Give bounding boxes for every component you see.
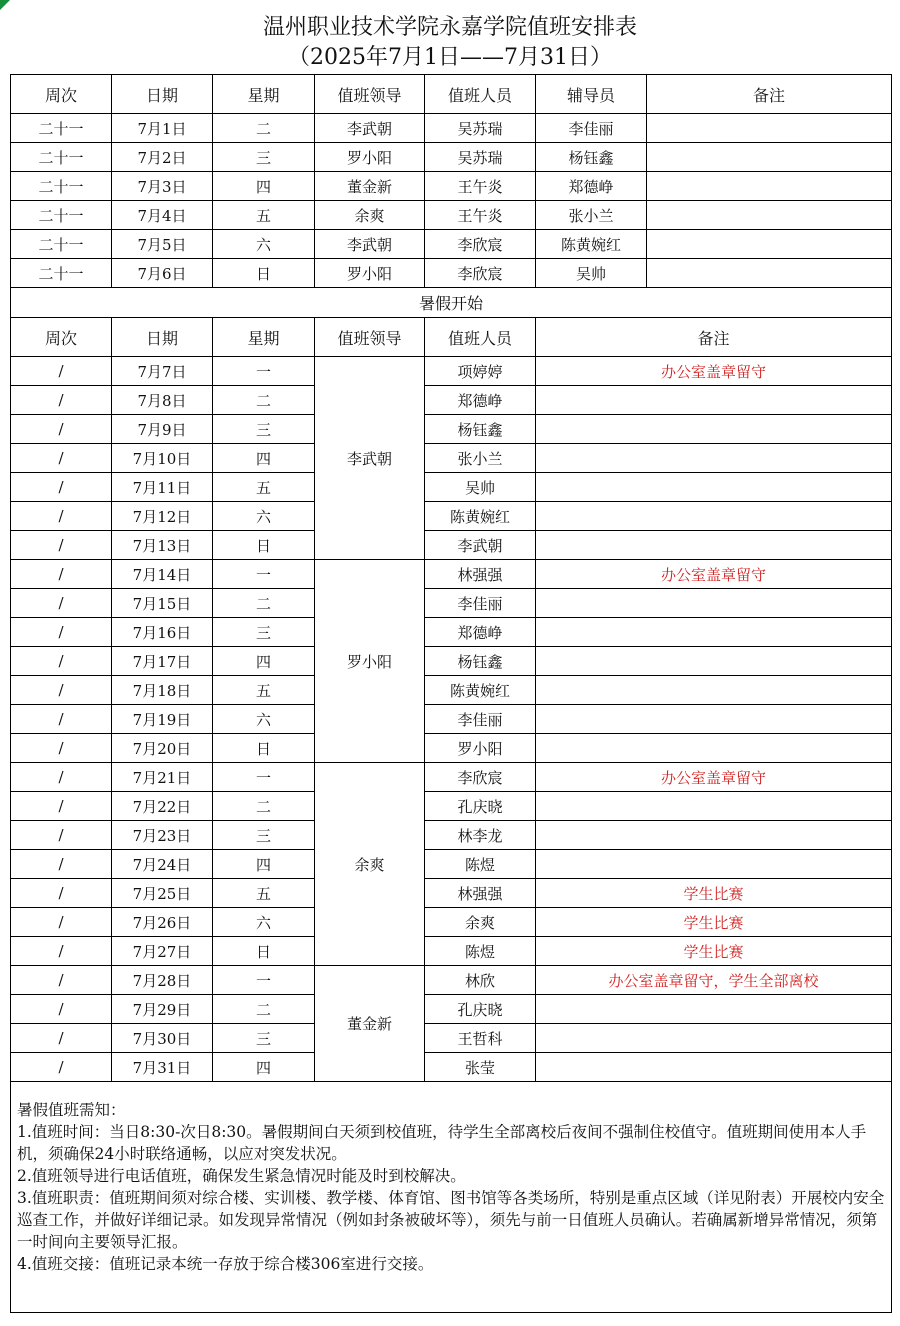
table-row xyxy=(11,444,892,473)
cell-note xyxy=(536,995,892,1024)
cell-note: 学生比赛 xyxy=(536,908,892,937)
page-title: 温州职业技术学院永嘉学院值班安排表 xyxy=(262,15,637,40)
column-header: 值班领导 xyxy=(315,75,425,114)
cell-staff: 吴苏瑞 xyxy=(425,114,536,143)
table-row xyxy=(11,259,892,288)
cell-week: 二十一 xyxy=(11,201,112,230)
cell-day: 五 xyxy=(213,473,315,502)
cell-date: 7月31日 xyxy=(112,1053,213,1082)
cell-week: / xyxy=(11,734,112,763)
cell-date: 7月19日 xyxy=(112,705,213,734)
cell-date: 7月23日 xyxy=(112,821,213,850)
cell-note xyxy=(536,444,892,473)
cell-corner-marker xyxy=(0,0,10,10)
cell-week: / xyxy=(11,937,112,966)
column-header: 辅导员 xyxy=(536,75,647,114)
cell-date: 7月26日 xyxy=(112,908,213,937)
column-header: 日期 xyxy=(112,318,213,357)
table-row xyxy=(11,589,892,618)
table-row xyxy=(11,821,892,850)
cell-staff: 张小兰 xyxy=(425,444,536,473)
cell-note xyxy=(647,230,892,259)
cell-date: 7月22日 xyxy=(112,792,213,821)
cell-date: 7月5日 xyxy=(112,230,213,259)
cell-note xyxy=(536,415,892,444)
cell-day: 二 xyxy=(213,995,315,1024)
cell-week: / xyxy=(11,908,112,937)
table-row xyxy=(11,734,892,763)
cell-week: / xyxy=(11,1053,112,1082)
cell-leader: 罗小阳 xyxy=(315,143,425,172)
cell-date: 7月25日 xyxy=(112,879,213,908)
table-row xyxy=(11,386,892,415)
cell-day: 二 xyxy=(213,589,315,618)
table-row xyxy=(11,705,892,734)
table-row xyxy=(11,676,892,705)
cell-staff: 王午炎 xyxy=(425,172,536,201)
cell-staff: 孔庆晓 xyxy=(425,792,536,821)
cell-counselor: 杨钰鑫 xyxy=(536,143,647,172)
cell-date: 7月29日 xyxy=(112,995,213,1024)
cell-day: 三 xyxy=(213,415,315,444)
table-row xyxy=(11,415,892,444)
cell-note xyxy=(647,201,892,230)
cell-day: 四 xyxy=(213,1053,315,1082)
cell-note xyxy=(536,386,892,415)
table-row xyxy=(11,201,892,230)
cell-note xyxy=(536,734,892,763)
cell-date: 7月30日 xyxy=(112,1024,213,1053)
cell-week: / xyxy=(11,705,112,734)
table-row xyxy=(11,966,892,995)
table-row xyxy=(11,647,892,676)
cell-week: / xyxy=(11,647,112,676)
cell-week: / xyxy=(11,763,112,792)
cell-week: 二十一 xyxy=(11,230,112,259)
cell-note xyxy=(536,1053,892,1082)
cell-staff: 王午炎 xyxy=(425,201,536,230)
cell-note xyxy=(536,531,892,560)
cell-day: 六 xyxy=(213,908,315,937)
cell-counselor: 李佳丽 xyxy=(536,114,647,143)
cell-week: / xyxy=(11,444,112,473)
column-header: 值班人员 xyxy=(425,318,536,357)
cell-date: 7月1日 xyxy=(112,114,213,143)
cell-date: 7月3日 xyxy=(112,172,213,201)
cell-date: 7月18日 xyxy=(112,676,213,705)
cell-week: 二十一 xyxy=(11,114,112,143)
cell-staff: 李佳丽 xyxy=(425,705,536,734)
cell-day: 一 xyxy=(213,966,315,995)
cell-day: 五 xyxy=(213,676,315,705)
cell-week: 二十一 xyxy=(11,143,112,172)
cell-staff: 余爽 xyxy=(425,908,536,937)
cell-date: 7月2日 xyxy=(112,143,213,172)
cell-week: / xyxy=(11,560,112,589)
cell-counselor: 张小兰 xyxy=(536,201,647,230)
summer-banner: 暑假开始 xyxy=(11,288,892,318)
column-header: 星期 xyxy=(213,75,315,114)
cell-day: 日 xyxy=(213,259,315,288)
table-row xyxy=(11,473,892,502)
cell-leader: 罗小阳 xyxy=(315,259,425,288)
cell-week: / xyxy=(11,415,112,444)
cell-date: 7月28日 xyxy=(112,966,213,995)
column-header: 值班人员 xyxy=(425,75,536,114)
table-row xyxy=(11,763,892,792)
cell-day: 五 xyxy=(213,879,315,908)
column-header: 周次 xyxy=(11,318,112,357)
cell-staff: 陈黄婉红 xyxy=(425,676,536,705)
cell-note: 办公室盖章留守 xyxy=(536,560,892,589)
cell-week: / xyxy=(11,386,112,415)
cell-leader: 罗小阳 xyxy=(315,560,425,763)
cell-staff: 王哲科 xyxy=(425,1024,536,1053)
cell-staff: 杨钰鑫 xyxy=(425,415,536,444)
cell-note xyxy=(536,705,892,734)
table-row xyxy=(11,908,892,937)
cell-note xyxy=(536,589,892,618)
note-line: 4.值班交接：值班记录本统一存放于综合楼306室进行交接。 xyxy=(17,1255,434,1273)
table-row xyxy=(11,531,892,560)
cell-staff: 吴帅 xyxy=(425,473,536,502)
cell-date: 7月6日 xyxy=(112,259,213,288)
cell-day: 一 xyxy=(213,357,315,386)
cell-date: 7月11日 xyxy=(112,473,213,502)
cell-note xyxy=(536,502,892,531)
cell-staff: 吴苏瑞 xyxy=(425,143,536,172)
cell-note xyxy=(536,647,892,676)
cell-leader: 李武朝 xyxy=(315,114,425,143)
cell-date: 7月4日 xyxy=(112,201,213,230)
cell-leader: 李武朝 xyxy=(315,357,425,560)
cell-day: 三 xyxy=(213,1024,315,1053)
table-row xyxy=(11,792,892,821)
cell-day: 三 xyxy=(213,821,315,850)
cell-staff: 陈黄婉红 xyxy=(425,502,536,531)
cell-staff: 杨钰鑫 xyxy=(425,647,536,676)
cell-date: 7月14日 xyxy=(112,560,213,589)
cell-note: 学生比赛 xyxy=(536,879,892,908)
table-row xyxy=(11,879,892,908)
cell-day: 日 xyxy=(213,734,315,763)
cell-day: 三 xyxy=(213,143,315,172)
table-row xyxy=(11,850,892,879)
cell-day: 四 xyxy=(213,850,315,879)
cell-note xyxy=(647,259,892,288)
cell-day: 二 xyxy=(213,792,315,821)
summer-banner-row xyxy=(11,288,892,318)
cell-date: 7月27日 xyxy=(112,937,213,966)
cell-staff: 李佳丽 xyxy=(425,589,536,618)
cell-staff: 李武朝 xyxy=(425,531,536,560)
cell-day: 五 xyxy=(213,201,315,230)
cell-date: 7月8日 xyxy=(112,386,213,415)
cell-date: 7月20日 xyxy=(112,734,213,763)
note-line: 暑假值班需知： xyxy=(17,1101,126,1119)
table-row xyxy=(11,995,892,1024)
table-row xyxy=(11,114,892,143)
cell-week: / xyxy=(11,357,112,386)
cell-note xyxy=(536,676,892,705)
cell-day: 二 xyxy=(213,386,315,415)
cell-date: 7月7日 xyxy=(112,357,213,386)
cell-week: / xyxy=(11,531,112,560)
cell-date: 7月12日 xyxy=(112,502,213,531)
cell-staff: 孔庆晓 xyxy=(425,995,536,1024)
cell-note xyxy=(536,618,892,647)
cell-week: / xyxy=(11,850,112,879)
cell-leader: 余爽 xyxy=(315,763,425,966)
cell-day: 六 xyxy=(213,502,315,531)
cell-week: / xyxy=(11,473,112,502)
cell-note xyxy=(647,143,892,172)
cell-date: 7月16日 xyxy=(112,618,213,647)
cell-day: 六 xyxy=(213,230,315,259)
cell-note xyxy=(536,473,892,502)
note-line: 1.值班时间：当日8:30-次日8:30。暑假期间白天须到校值班，待学生全部离校后夜间不强制住校值守。值班期间使用本人手机，须确保24小时联络通畅，以应对突发状况。 xyxy=(17,1123,867,1163)
table-row xyxy=(11,560,892,589)
cell-staff: 陈煜 xyxy=(425,850,536,879)
header-row xyxy=(11,75,892,114)
cell-staff: 林强强 xyxy=(425,560,536,589)
table-row xyxy=(11,502,892,531)
cell-staff: 郑德峥 xyxy=(425,386,536,415)
cell-leader: 董金新 xyxy=(315,172,425,201)
cell-note xyxy=(536,792,892,821)
cell-week: / xyxy=(11,995,112,1024)
cell-week: / xyxy=(11,966,112,995)
cell-note: 办公室盖章留守 xyxy=(536,763,892,792)
header-row-summer xyxy=(11,318,892,357)
cell-day: 二 xyxy=(213,114,315,143)
cell-week: / xyxy=(11,502,112,531)
column-header: 星期 xyxy=(213,318,315,357)
cell-staff: 陈煜 xyxy=(425,937,536,966)
cell-week: 二十一 xyxy=(11,259,112,288)
cell-week: 二十一 xyxy=(11,172,112,201)
cell-note xyxy=(647,114,892,143)
column-header: 值班领导 xyxy=(315,318,425,357)
cell-note xyxy=(647,172,892,201)
table-row xyxy=(11,172,892,201)
cell-day: 六 xyxy=(213,705,315,734)
cell-staff: 李欣宸 xyxy=(425,230,536,259)
cell-counselor: 陈黄婉红 xyxy=(536,230,647,259)
column-header: 日期 xyxy=(112,75,213,114)
cell-week: / xyxy=(11,879,112,908)
cell-date: 7月9日 xyxy=(112,415,213,444)
cell-date: 7月24日 xyxy=(112,850,213,879)
cell-note xyxy=(536,821,892,850)
cell-day: 三 xyxy=(213,618,315,647)
cell-note: 办公室盖章留守 xyxy=(536,357,892,386)
cell-date: 7月17日 xyxy=(112,647,213,676)
cell-day: 日 xyxy=(213,937,315,966)
cell-date: 7月13日 xyxy=(112,531,213,560)
cell-staff: 林欣 xyxy=(425,966,536,995)
cell-counselor: 吴帅 xyxy=(536,259,647,288)
table-row xyxy=(11,618,892,647)
column-header: 备注 xyxy=(647,75,892,114)
cell-staff: 张莹 xyxy=(425,1053,536,1082)
cell-staff: 李欣宸 xyxy=(425,259,536,288)
table-row xyxy=(11,357,892,386)
cell-note xyxy=(536,850,892,879)
table-row xyxy=(11,1053,892,1082)
duty-notes xyxy=(11,1082,892,1313)
cell-staff: 郑德峥 xyxy=(425,618,536,647)
cell-leader: 李武朝 xyxy=(315,230,425,259)
cell-week: / xyxy=(11,1024,112,1053)
table-row xyxy=(11,1024,892,1053)
cell-staff: 李欣宸 xyxy=(425,763,536,792)
cell-week: / xyxy=(11,676,112,705)
cell-week: / xyxy=(11,589,112,618)
column-header: 周次 xyxy=(11,75,112,114)
cell-note xyxy=(536,1024,892,1053)
cell-counselor: 郑德峥 xyxy=(536,172,647,201)
page-subtitle: （2025年7月1日——7月31日） xyxy=(288,45,612,70)
column-header: 备注 xyxy=(536,318,892,357)
cell-note: 办公室盖章留守，学生全部离校 xyxy=(536,966,892,995)
cell-staff: 项婷婷 xyxy=(425,357,536,386)
duty-schedule-table xyxy=(10,74,892,1313)
cell-day: 四 xyxy=(213,172,315,201)
cell-staff: 林李龙 xyxy=(425,821,536,850)
table-row xyxy=(11,230,892,259)
cell-day: 一 xyxy=(213,763,315,792)
note-line: 3.值班职责：值班期间须对综合楼、实训楼、教学楼、体育馆、图书馆等各类场所，特别是重点区域（详见附表）开展校内安全巡查工作，并做好详细记录。如发现异常情况（例如封条被破坏等），须先与前一日值班人员确认。若确属新增异常情况，须第一时间向主要领导汇报。 xyxy=(17,1189,885,1251)
cell-leader: 余爽 xyxy=(315,201,425,230)
cell-staff: 林强强 xyxy=(425,879,536,908)
cell-leader: 董金新 xyxy=(315,966,425,1082)
note-line: 2.值班领导进行电话值班，确保发生紧急情况时能及时到校解决。 xyxy=(17,1167,466,1185)
table-row xyxy=(11,937,892,966)
cell-date: 7月21日 xyxy=(112,763,213,792)
table-row xyxy=(11,143,892,172)
cell-week: / xyxy=(11,792,112,821)
notes-row xyxy=(11,1082,892,1313)
cell-week: / xyxy=(11,821,112,850)
cell-staff: 罗小阳 xyxy=(425,734,536,763)
cell-date: 7月15日 xyxy=(112,589,213,618)
cell-day: 四 xyxy=(213,444,315,473)
cell-note: 学生比赛 xyxy=(536,937,892,966)
cell-date: 7月10日 xyxy=(112,444,213,473)
cell-week: / xyxy=(11,618,112,647)
cell-day: 一 xyxy=(213,560,315,589)
cell-day: 四 xyxy=(213,647,315,676)
cell-day: 日 xyxy=(213,531,315,560)
